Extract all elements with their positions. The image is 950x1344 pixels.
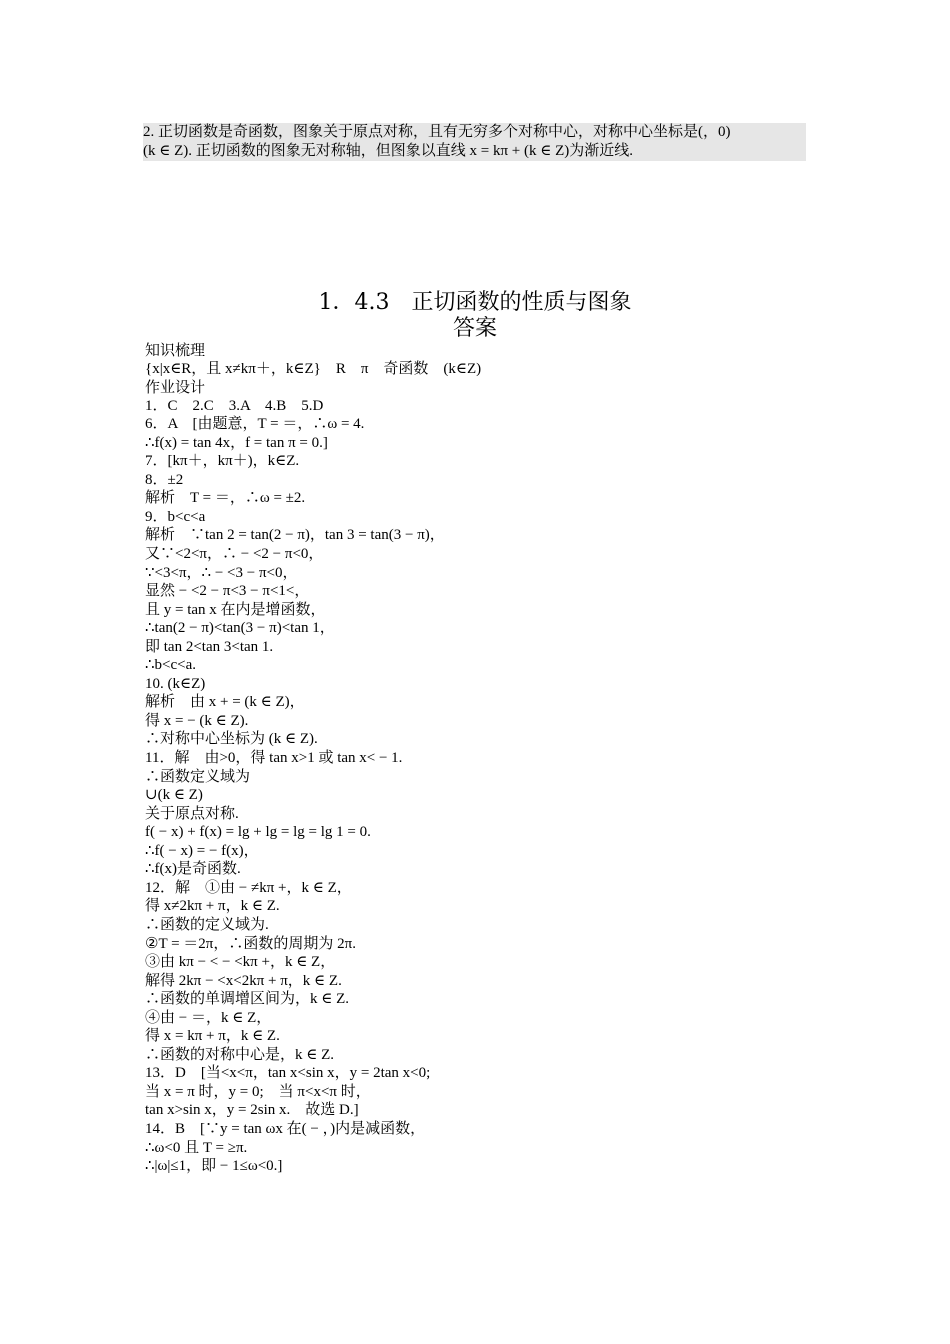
section-heading: 知识梳理 — [145, 341, 206, 359]
section-heading: 作业设计 — [145, 378, 206, 397]
answer-line: 关于原点对称. — [145, 805, 239, 822]
answer-line: ∴函数的对称中心是，k ∈ Z. — [145, 1046, 335, 1063]
answer-line: ∴函数的定义域为. — [145, 916, 269, 933]
section-title: 1．4.3 正切函数的性质与图象 — [318, 290, 632, 315]
answer-line: ∴b<c<a. — [145, 657, 197, 674]
answer-line: ∴|ω|≤1，即 − 1≤ω<0.] — [145, 1158, 283, 1175]
answer-line: ∴函数定义域为 — [145, 768, 251, 785]
answer-line: ∴f(x)是奇函数. — [145, 861, 241, 878]
answer-line: 14．B [∵y = tan ωx 在( − ，)内是减函数， — [145, 1120, 426, 1137]
answer-line: 解析 ∵tan 2 = tan(2 − π)，tan 3 = tan(3 − π)， — [145, 527, 445, 544]
answer-line: 解得 2kπ − <x<2kπ + π，k ∈ Z. — [145, 972, 342, 989]
answer-line: 10. (k∈Z) — [145, 675, 206, 692]
answer-line: 9．b<c<a — [145, 508, 206, 525]
answer-line: {x|x∈R，且 x≠kπ＋，k∈Z} R π 奇函数 (k∈Z) — [145, 360, 482, 377]
answer-line: 当 x = π 时，y = 0; 当 π<x<π 时， — [145, 1083, 371, 1100]
answer-line: ③由 kπ − < − <kπ +，k ∈ Z， — [145, 954, 336, 971]
answer-line: 显然 − <2 − π<3 − π<1<， — [145, 583, 310, 600]
answer-line: tan x>sin x，y = 2sin x. 故选 D.] — [145, 1102, 359, 1119]
note-line: 2. 正切函数是奇函数，图象关于原点对称，且有无穷多个对称中心，对称中心坐标是(，0) — [143, 124, 731, 140]
answer-line: 8．±2 — [145, 471, 184, 488]
answer-line: ∵<3<π，∴ − <3 − π<0， — [145, 564, 298, 581]
answer-line: 即 tan 2<tan 3<tan 1. — [145, 638, 274, 655]
answer-line: 13．D [当<x<π，tan x<sin x，y = 2tan x<0; — [145, 1065, 431, 1082]
answer-line: ∴tan(2 − π)<tan(3 − π)<tan 1， — [145, 620, 335, 637]
answer-line: ∴f( − x) = − f(x)， — [145, 842, 259, 859]
answer-line: ∴ω<0 且 T = ≥π. — [145, 1139, 248, 1156]
answer-line: 解析 T = ＝，∴ω = ±2. — [145, 490, 306, 507]
answers-heading: 答案 — [452, 316, 497, 341]
answer-line: 得 x = − (k ∈ Z). — [145, 712, 249, 729]
answer-line: ∴函数的单调增区间为，k ∈ Z. — [145, 991, 350, 1008]
answer-line: 6．A [由题意，T = ＝，∴ω = 4. — [145, 416, 365, 433]
answer-line: 且 y = tan x 在内是增函数， — [145, 601, 326, 618]
answer-line: 得 x = kπ + π，k ∈ Z. — [145, 1028, 280, 1045]
answer-line: 11．解 由>0，得 tan x>1 或 tan x< − 1. — [145, 750, 403, 767]
previous-page-note — [143, 123, 806, 161]
answer-line: ∴f(x) = tan 4x，f = tan π = 0.] — [145, 434, 328, 451]
answer-body — [145, 341, 805, 1176]
answer-line: 12．解 ①由 − ≠kπ +，k ∈ Z， — [145, 879, 352, 896]
answer-line: 解析 由 x + = (k ∈ Z)， — [145, 694, 305, 711]
answer-line: f( − x) + f(x) = lg + lg = lg = lg 1 = 0. — [145, 824, 371, 841]
note-line: (k ∈ Z). 正切函数的图象无对称轴，但图象以直线 x = kπ + (k ∈ Z)为渐近线. — [143, 143, 634, 159]
answer-line: ④由 − ＝，k ∈ Z， — [145, 1009, 272, 1026]
answer-line: ∪(k ∈ Z) — [145, 787, 203, 804]
answer-line: ∴对称中心坐标为 (k ∈ Z). — [145, 731, 318, 748]
answer-line: 又∵<2<π，∴ − <2 − π<0， — [145, 546, 324, 563]
answer-line: ②T = ＝2π，∴函数的周期为 2π. — [145, 935, 356, 952]
answer-line: 7．[kπ＋，kπ＋)，k∈Z. — [145, 453, 300, 470]
answer-line: 1．C 2.C 3.A 4.B 5.D — [145, 397, 324, 414]
answer-line: 得 x≠2kπ + π，k ∈ Z. — [145, 898, 280, 915]
